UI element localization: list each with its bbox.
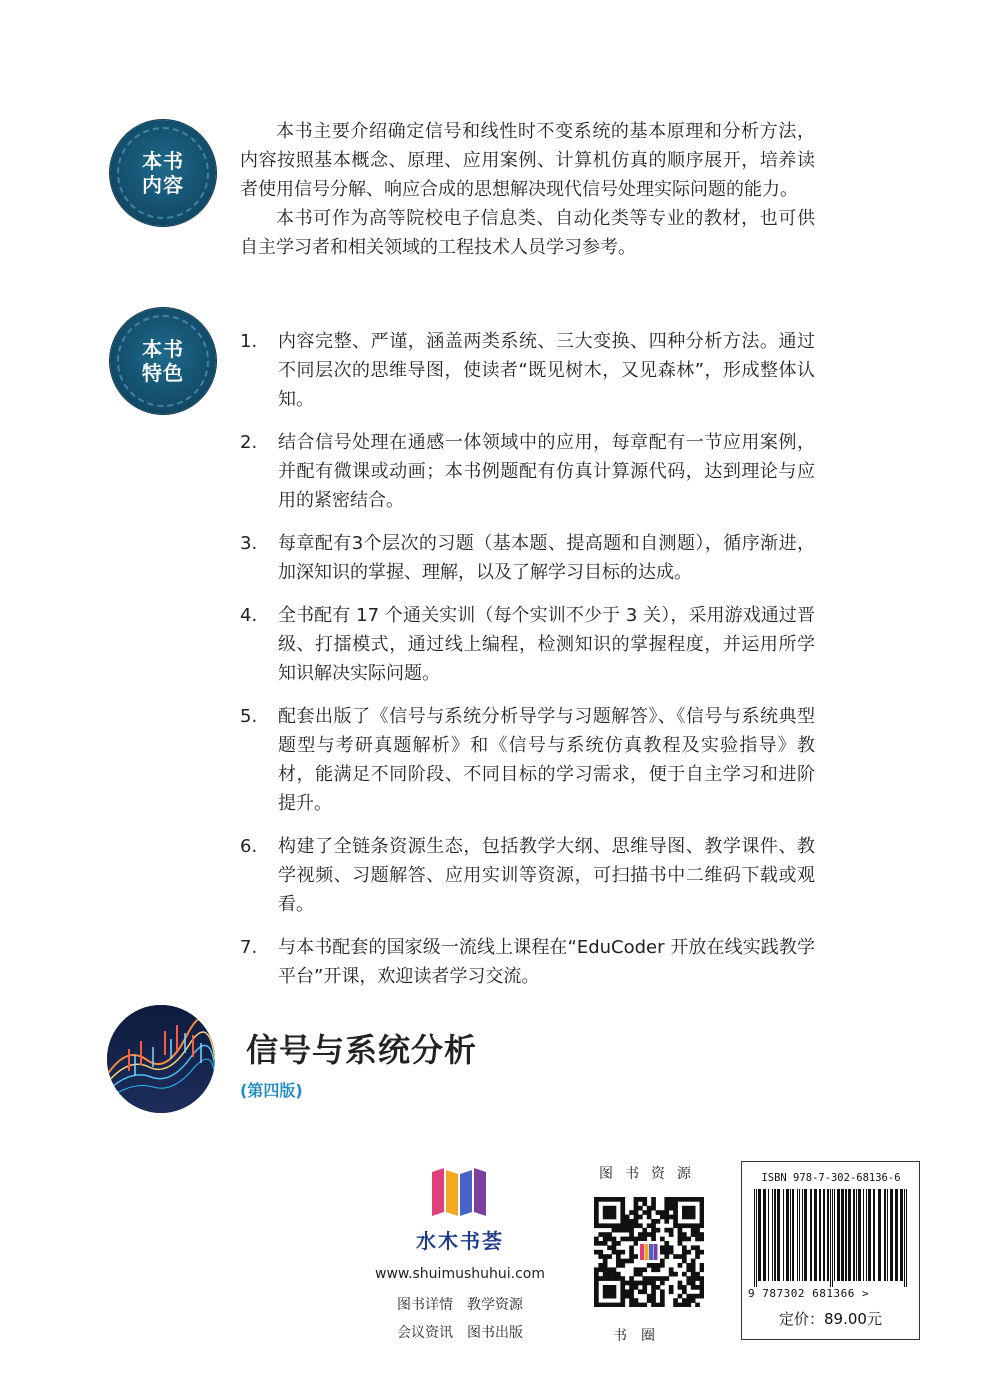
item-number: 7. [240,937,258,958]
features-list [240,327,815,1005]
list-item [240,529,815,587]
publisher-logo-text: 水木书荟 [416,1229,504,1253]
signal-wave-illustration [107,1005,215,1113]
list-item [240,428,815,515]
intro-paragraph: 本书主要介绍确定信号和线性时不变系统的基本原理和分析方法，内容按照基本概念、原理、应用案例、计算机仿真的顺序展开，培养读者使用信号分解、响应合成的思想解决现代信号处理实际问题的能力。 [240,121,815,200]
item-number: 3. [240,533,258,554]
item-text: 配套出版了《信号与系统分析导学与习题解答》、《信号与系统典型题型与考研真题解析》和《信号与系统仿真教程及实验指导》教材，能满足不同阶段、不同目标的学习需求，便于自主学习和进阶提升。 [278,706,815,814]
book-logo-icon [430,1166,490,1218]
content-badge-line1: 本书 [142,149,184,173]
item-text: 全书配有 17 个通关实训（每个实训不少于 3 关），采用游戏通过晋级、打擂模式，通过线上编程，检测知识的掌握程度，并运用所学知识解决实际问题。 [278,605,815,684]
cover-thumbnail-image [107,1005,215,1113]
link-teaching-resources: 教学资源 [467,1297,523,1313]
item-text: 与本书配套的国家级一流线上课程在“EduCoder 开放在线实践教学平台”开课，欢迎读者学习交流。 [278,937,815,987]
barcode-icon [752,1189,909,1287]
link-conference-info: 会议资讯 [397,1325,453,1341]
list-item [240,327,815,414]
item-number: 5. [240,706,258,727]
link-book-details: 图书详情 [397,1297,453,1313]
item-number: 4. [240,605,258,626]
isbn-text: ISBN 978-7-302-68136-6 [761,1172,901,1184]
link-book-publishing: 图书出版 [467,1325,523,1341]
qr-code-icon [594,1197,704,1307]
item-text: 每章配有3个层次的习题（基本题、提高题和自测题），循序渐进，加深知识的掌握、理解，以及了解学习目标的达成。 [278,533,815,583]
book-title: 信号与系统分析 [246,1031,478,1069]
item-number: 6. [240,836,258,857]
list-item [240,832,815,919]
content-badge-line2: 内容 [142,173,184,197]
qr-label: 图书资源 [599,1166,703,1182]
isbn-barcode-box [741,1161,920,1340]
list-item [240,601,815,688]
publisher-website: www.shuimushuhui.com [375,1266,545,1282]
barcode-digits: 9 787302 681366 > [748,1287,870,1300]
content-badge [110,120,216,226]
item-number: 2. [240,432,258,453]
features-badge-line1: 本书 [142,337,184,361]
intro-paragraph: 本书可作为高等院校电子信息类、自动化类等专业的教材，也可供自主学习者和相关领域的工程技术人员学习参考。 [240,208,815,258]
item-text: 内容完整、严谨，涵盖两类系统、三大变换、四种分析方法。通过不同层次的思维导图，使读者“既见树木，又见森林”，形成整体认知。 [278,331,815,410]
book-edition: (第四版) [240,1081,303,1100]
list-item [240,933,815,991]
intro-text [240,117,815,262]
item-text: 结合信号处理在通感一体领域中的应用，每章配有一节应用案例，并配有微课或动画；本书例题配有仿真计算源代码，达到理论与应用的紧密结合。 [278,432,815,511]
features-badge [110,308,216,414]
item-text: 构建了全链条资源生态，包括教学大纲、思维导图、教学课件、教学视频、习题解答、应用实训等资源，可扫描书中二维码下载或观看。 [278,836,815,915]
item-number: 1. [240,331,258,352]
price: 定价：89.00元 [779,1310,882,1328]
features-badge-line2: 特色 [142,361,184,385]
list-item [240,702,815,818]
publisher-links [370,1291,550,1347]
qr-sublabel: 书圈 [613,1328,669,1344]
